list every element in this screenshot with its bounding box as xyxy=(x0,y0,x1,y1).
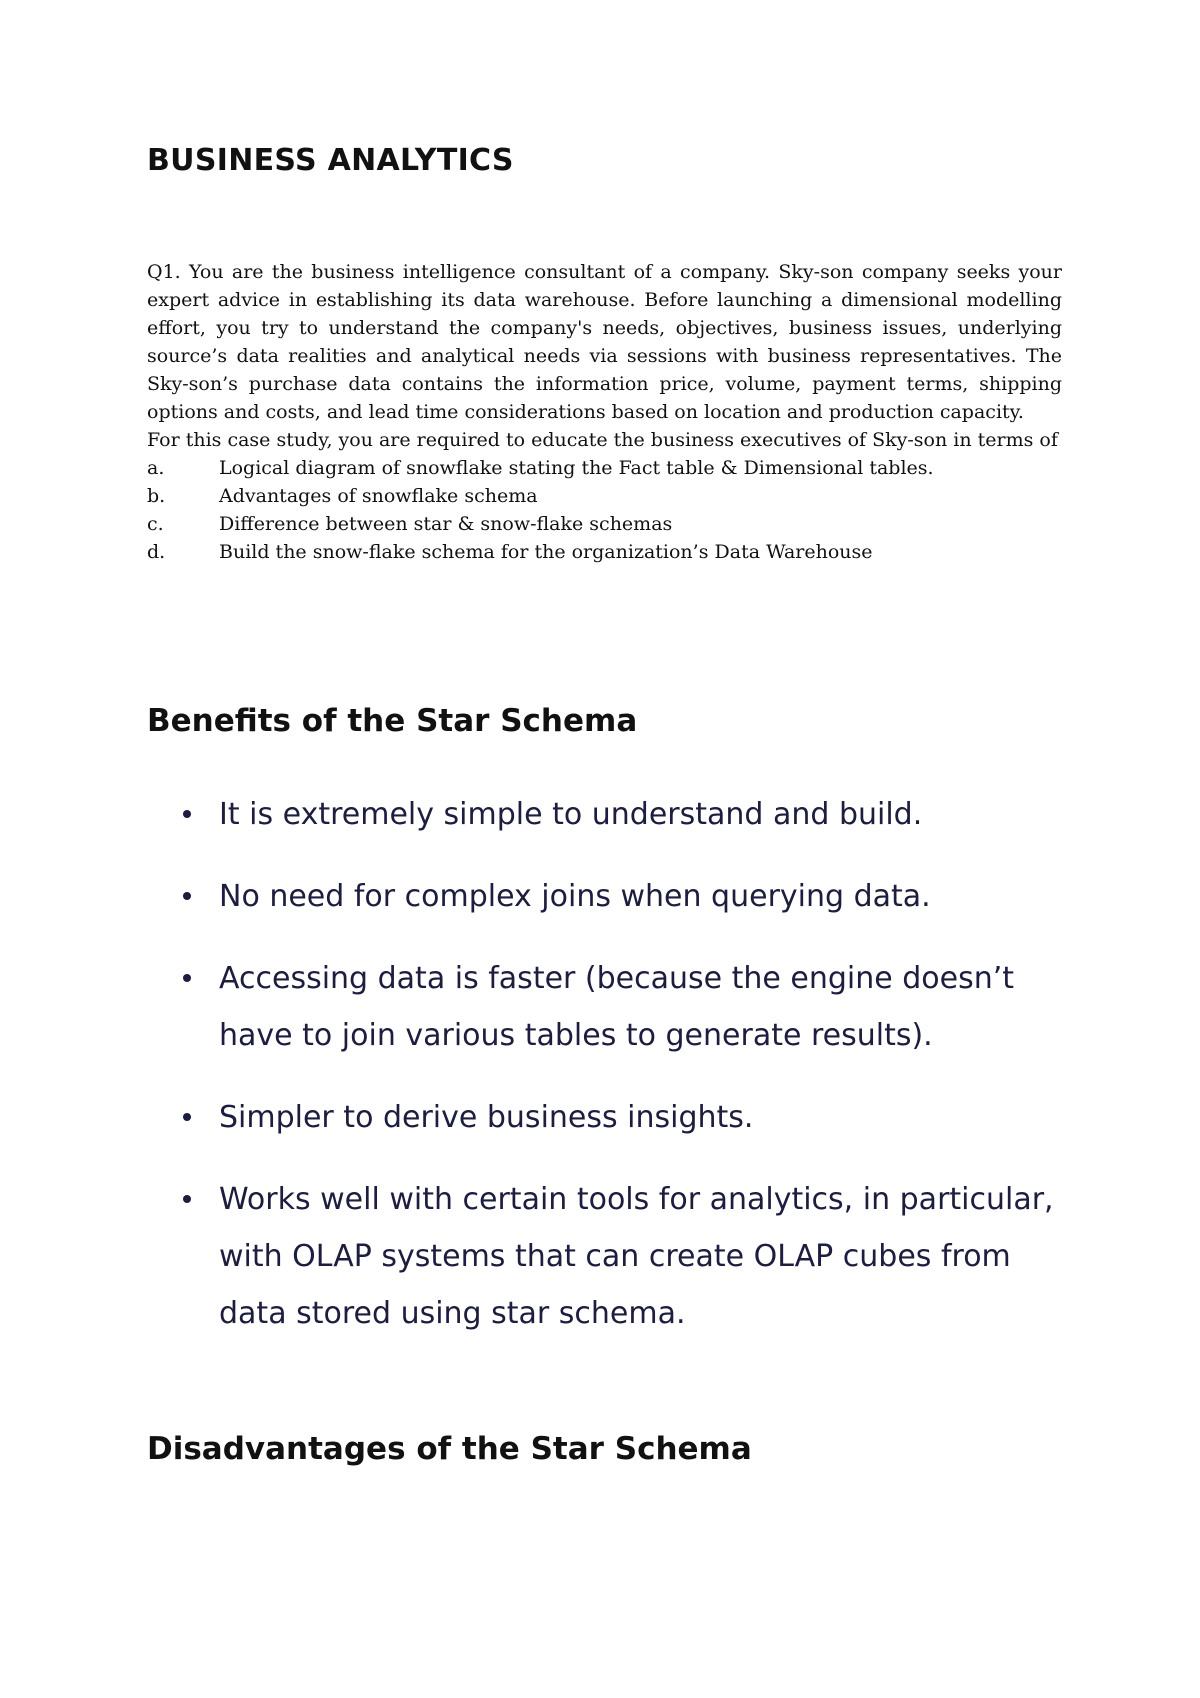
bullet-icon xyxy=(147,1171,219,1342)
benefit-text: Works well with certain tools for analytics, in particular, with OLAP systems that can create OLAP cubes from data stored using star schema. xyxy=(219,1182,1054,1331)
question-item-text: Difference between star & snow-flake schemas xyxy=(219,513,673,535)
bullet-icon xyxy=(147,868,219,925)
question-item-text: Logical diagram of snowflake stating the Fact table & Dimensional tables. xyxy=(219,457,934,479)
question-item-letter: c. xyxy=(147,513,164,535)
question-item xyxy=(147,482,1062,510)
question-item-letter: d. xyxy=(147,541,166,563)
document-title: BUSINESS ANALYTICS xyxy=(147,143,514,178)
question-item-letter: a. xyxy=(147,457,165,479)
question-block xyxy=(147,258,1062,566)
benefit-text: Accessing data is faster (because the engine doesn’t have to join various tables to generate results). xyxy=(219,961,1015,1053)
question-prompt: For this case study, you are required to educate the business executives of Sky-son in terms of xyxy=(147,429,1058,451)
question-item-letter: b. xyxy=(147,485,166,507)
benefit-item xyxy=(147,786,1062,843)
question-list xyxy=(147,454,1062,566)
disadvantages-heading: Disadvantages of the Star Schema xyxy=(147,1431,752,1467)
benefit-item xyxy=(147,868,1062,925)
question-item-text: Advantages of snowflake schema xyxy=(219,485,538,507)
question-item xyxy=(147,510,1062,538)
benefit-item xyxy=(147,1171,1062,1342)
benefit-item xyxy=(147,1089,1062,1146)
bullet-icon xyxy=(147,786,219,843)
benefit-text: Simpler to derive business insights. xyxy=(219,1100,754,1135)
benefit-text: No need for complex joins when querying data. xyxy=(219,879,931,914)
question-item-text: Build the snow-flake schema for the organization’s Data Warehouse xyxy=(219,541,873,563)
bullet-icon xyxy=(147,1089,219,1146)
benefit-item xyxy=(147,950,1062,1064)
benefits-heading: Benefits of the Star Schema xyxy=(147,703,638,739)
bullet-icon xyxy=(147,950,219,1064)
question-item xyxy=(147,538,1062,566)
question-item xyxy=(147,454,1062,482)
question-intro: Q1. You are the business intelligence consultant of a company. Sky-son company seeks your expert advice in establishing its data warehouse. Before launching a dimensional modelling effort, you try to understand the company's needs, objectives, business issues, underlying source’s data realities and analytical needs via sessions with business representatives. The Sky-son’s purchase data contains the information price, volume, payment terms, shipping options and costs, and lead time considerations based on location and production capacity. xyxy=(147,261,1062,423)
benefits-list xyxy=(147,786,1062,1367)
benefit-text: It is extremely simple to understand and build. xyxy=(219,797,923,832)
